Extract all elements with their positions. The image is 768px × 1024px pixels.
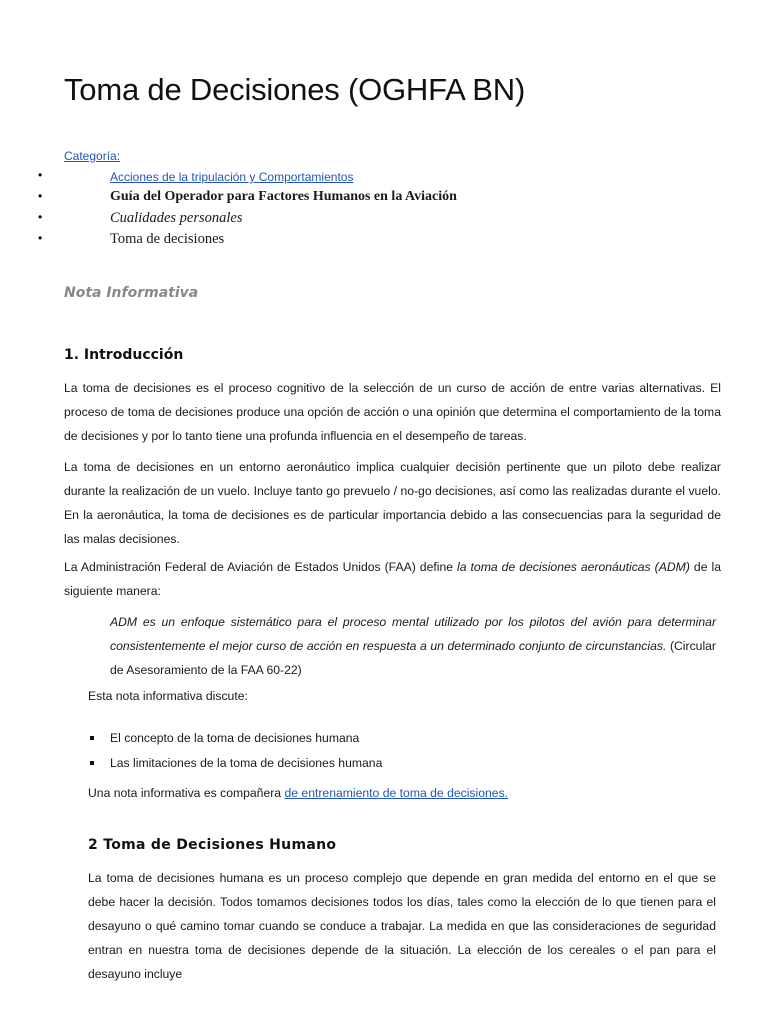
bullet-glyph: •: [38, 231, 43, 245]
section-1-heading: 1. Introducción: [64, 347, 184, 363]
companion-note: [88, 781, 708, 805]
category-item: [0, 189, 768, 210]
list-item: [88, 726, 382, 751]
bullet-glyph: •: [38, 189, 43, 203]
category-operator-guide: Guía del Operador para Factores Humanos en la Aviación: [110, 189, 457, 204]
note-discusses-intro: Esta nota informativa discute:: [88, 689, 248, 703]
section-1-paragraph-3: [64, 555, 721, 603]
page-title: Toma de Decisiones (OGHFA BN): [64, 72, 526, 107]
section-2-paragraph-1: La toma de decisiones humana es un proceso complejo que depende en gran medida del entorno en el que se debe hacer la decisión. Todos tomamos decisiones todos los días, tales como la elección de lo que tienen para el desayuno o qué camino tomar cuando se conduce a trabajar. La medida en que las consideraciones de seguridad entran en nuestra toma de decisiones depende de la situación. La elección de los cereales o el pan para el desayuno incluye: [88, 871, 716, 981]
note-heading: Nota Informativa: [64, 285, 199, 301]
faa-definition-intro: La Administración Federal de Aviación de Estados Unidos (FAA) define: [64, 560, 458, 574]
category-item: [0, 210, 768, 231]
adm-quote-source: (Circular de Asesoramiento de la FAA 60-22): [110, 639, 716, 677]
topic-text: El concepto de la toma de decisiones humana: [110, 731, 360, 745]
faa-definition-outro: de la siguiente manera:: [64, 560, 721, 598]
list-item: [88, 751, 382, 776]
adm-term: la toma de decisiones aeronáuticas (ADM): [457, 560, 690, 574]
category-decision-making: Toma de decisiones: [110, 231, 225, 247]
adm-quote: [110, 610, 716, 682]
section-1-paragraph-1: La toma de decisiones es el proceso cognitivo de la selección de un curso de acción de entre varias alternativas. El proceso de toma de decisiones produce una opción de acción o una opinión que determina el comportamiento de la toma de decisiones y por lo tanto tiene una profunda influencia en el desempeño de tareas.: [64, 381, 721, 443]
adm-quote-text: ADM es un enfoque sistemático para el proceso mental utilizado por los pilotos del avión para determinar consistentemente el mejor curso de acción en respuesta a un determinado conjunto de circunstancias.: [110, 615, 716, 653]
companion-training-link[interactable]: de entrenamiento de toma de decisiones.: [284, 786, 509, 800]
category-item: [0, 168, 768, 189]
category-list: [0, 168, 768, 252]
companion-prefix: Una nota informativa es compañera: [88, 786, 285, 800]
section-2-heading: 2 Toma de Decisiones Humano: [88, 837, 337, 853]
category-link-crew-actions[interactable]: Acciones de la tripulación y Comportamientos: [110, 170, 354, 184]
square-bullet-icon: [90, 736, 94, 740]
bullet-glyph: •: [38, 210, 43, 224]
category-item: [0, 231, 768, 252]
section-1-paragraph-2: La toma de decisiones en un entorno aeronáutico implica cualquier decisión pertinente que un piloto debe realizar durante la realización de un vuelo. Incluye tanto go prevuelo / no-go decisiones, así como las realizadas durante el vuelo. En la aeronáutica, la toma de decisiones es de particular importancia debido a las consecuencias para la seguridad de las malas decisiones.: [64, 460, 721, 546]
bullet-glyph: •: [38, 168, 43, 182]
category-personal-qualities: Cualidades personales: [110, 210, 243, 226]
topic-list: [88, 726, 382, 776]
topic-text: Las limitaciones de la toma de decisiones humana: [110, 756, 383, 770]
square-bullet-icon: [90, 761, 94, 765]
category-link[interactable]: Categoría:: [64, 149, 121, 163]
